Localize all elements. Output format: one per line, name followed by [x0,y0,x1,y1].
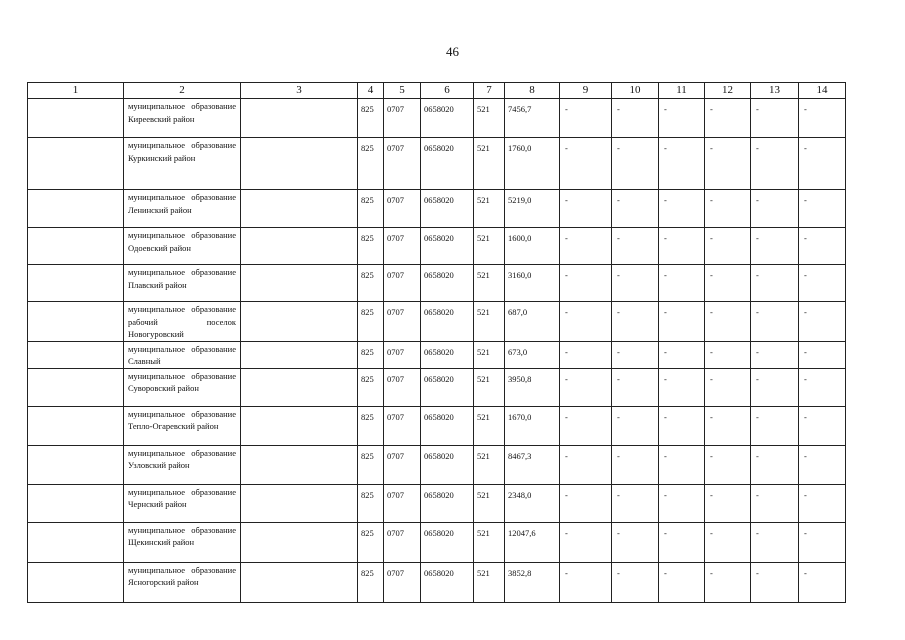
cell-c5: 0707 [384,302,421,342]
cell-c10: - [612,138,659,190]
cell-col1 [28,368,124,406]
cell-c8: 1600,0 [505,228,560,265]
column-header: 8 [505,83,560,99]
cell-c7: 521 [474,228,505,265]
cell-col3 [241,368,358,406]
cell-c6: 0658020 [421,302,474,342]
cell-c5: 0707 [384,406,421,445]
cell-c8: 673,0 [505,341,560,368]
cell-c13: - [751,228,799,265]
cell-col3 [241,265,358,302]
table-row [28,341,846,368]
cell-recipient-name: муниципальное образование Суворовский район [124,368,241,406]
cell-c5: 0707 [384,341,421,368]
cell-c10: - [612,406,659,445]
cell-c11: - [659,138,705,190]
cell-col3 [241,562,358,602]
cell-c7: 521 [474,99,505,138]
cell-c7: 521 [474,341,505,368]
cell-c10: - [612,265,659,302]
cell-col3 [241,228,358,265]
cell-c4: 825 [358,228,384,265]
cell-c12: - [705,265,751,302]
column-header: 3 [241,83,358,99]
cell-c7: 521 [474,368,505,406]
cell-c4: 825 [358,341,384,368]
cell-c6: 0658020 [421,265,474,302]
cell-c6: 0658020 [421,368,474,406]
table-row [28,562,846,602]
cell-col1 [28,302,124,342]
cell-c14: - [799,302,846,342]
cell-c5: 0707 [384,228,421,265]
cell-col1 [28,445,124,484]
cell-c4: 825 [358,522,384,562]
cell-c13: - [751,341,799,368]
cell-c10: - [612,368,659,406]
cell-c9: - [560,265,612,302]
table-row [28,99,846,138]
cell-c10: - [612,228,659,265]
cell-c10: - [612,99,659,138]
cell-c5: 0707 [384,562,421,602]
cell-c10: - [612,484,659,522]
cell-col1 [28,138,124,190]
cell-c7: 521 [474,138,505,190]
cell-recipient-name: муниципальное образование Славный [124,341,241,368]
cell-c7: 521 [474,445,505,484]
cell-c12: - [705,190,751,228]
cell-col1 [28,522,124,562]
cell-c13: - [751,99,799,138]
cell-c11: - [659,302,705,342]
page-number: 46 [446,44,459,59]
cell-c4: 825 [358,190,384,228]
column-header: 1 [28,83,124,99]
cell-c9: - [560,406,612,445]
cell-c11: - [659,265,705,302]
cell-c8: 1670,0 [505,406,560,445]
cell-c8: 1760,0 [505,138,560,190]
cell-col3 [241,341,358,368]
cell-col1 [28,99,124,138]
cell-c9: - [560,562,612,602]
cell-col1 [28,341,124,368]
cell-c9: - [560,368,612,406]
cell-c14: - [799,190,846,228]
cell-c14: - [799,368,846,406]
cell-c12: - [705,406,751,445]
cell-recipient-name: муниципальное образование Узловский район [124,445,241,484]
cell-c5: 0707 [384,445,421,484]
cell-c14: - [799,484,846,522]
cell-c13: - [751,522,799,562]
cell-recipient-name: муниципальное образование Тепло-Огаревский район [124,406,241,445]
cell-c6: 0658020 [421,99,474,138]
cell-c5: 0707 [384,138,421,190]
cell-c7: 521 [474,522,505,562]
cell-c8: 2348,0 [505,484,560,522]
cell-c12: - [705,341,751,368]
cell-c12: - [705,99,751,138]
cell-recipient-name: муниципальное образование Чернский район [124,484,241,522]
cell-c4: 825 [358,484,384,522]
cell-recipient-name: муниципальное образование Киреевский район [124,99,241,138]
cell-c8: 12047,6 [505,522,560,562]
cell-c12: - [705,522,751,562]
cell-c14: - [799,522,846,562]
cell-c4: 825 [358,99,384,138]
column-header: 7 [474,83,505,99]
cell-recipient-name: муниципальное образование Одоевский район [124,228,241,265]
header-row [28,83,846,99]
cell-c9: - [560,302,612,342]
cell-c7: 521 [474,265,505,302]
cell-col3 [241,522,358,562]
cell-c6: 0658020 [421,138,474,190]
cell-c14: - [799,562,846,602]
cell-c9: - [560,445,612,484]
column-header: 5 [384,83,421,99]
table-row [28,522,846,562]
cell-c14: - [799,265,846,302]
cell-col3 [241,445,358,484]
cell-c14: - [799,406,846,445]
cell-c4: 825 [358,406,384,445]
cell-c7: 521 [474,302,505,342]
column-header: 9 [560,83,612,99]
cell-c9: - [560,228,612,265]
cell-col3 [241,406,358,445]
column-header: 10 [612,83,659,99]
column-header: 4 [358,83,384,99]
cell-c5: 0707 [384,368,421,406]
cell-c11: - [659,99,705,138]
cell-c4: 825 [358,368,384,406]
cell-c12: - [705,302,751,342]
cell-col1 [28,562,124,602]
cell-c8: 3160,0 [505,265,560,302]
cell-c4: 825 [358,302,384,342]
cell-c14: - [799,99,846,138]
cell-c5: 0707 [384,99,421,138]
cell-c13: - [751,484,799,522]
cell-c13: - [751,368,799,406]
cell-c11: - [659,368,705,406]
cell-c14: - [799,341,846,368]
cell-col3 [241,138,358,190]
table-row [28,406,846,445]
cell-c11: - [659,562,705,602]
cell-c11: - [659,341,705,368]
cell-c11: - [659,522,705,562]
table-row [28,228,846,265]
cell-c8: 3950,8 [505,368,560,406]
cell-c5: 0707 [384,190,421,228]
cell-c12: - [705,138,751,190]
table-row [28,138,846,190]
cell-c6: 0658020 [421,445,474,484]
cell-c13: - [751,445,799,484]
cell-c14: - [799,138,846,190]
cell-c4: 825 [358,562,384,602]
table-row [28,484,846,522]
cell-c7: 521 [474,406,505,445]
cell-c12: - [705,484,751,522]
cell-c12: - [705,228,751,265]
cell-c8: 687,0 [505,302,560,342]
table-row [28,302,846,342]
cell-recipient-name: муниципальное образование Плавский район [124,265,241,302]
cell-c6: 0658020 [421,484,474,522]
cell-c4: 825 [358,265,384,302]
cell-c13: - [751,265,799,302]
cell-col1 [28,484,124,522]
column-header: 12 [705,83,751,99]
cell-c8: 8467,3 [505,445,560,484]
cell-c8: 7456,7 [505,99,560,138]
cell-col3 [241,484,358,522]
column-header: 6 [421,83,474,99]
cell-c10: - [612,445,659,484]
column-header: 13 [751,83,799,99]
cell-c10: - [612,522,659,562]
cell-c9: - [560,190,612,228]
cell-c14: - [799,445,846,484]
cell-recipient-name: муниципальное образование Щекинский район [124,522,241,562]
cell-recipient-name: муниципальное образование рабочий поселок Новогуровский [124,302,241,342]
cell-c7: 521 [474,190,505,228]
cell-c4: 825 [358,138,384,190]
cell-c9: - [560,522,612,562]
cell-c10: - [612,562,659,602]
table-row [28,445,846,484]
cell-col1 [28,228,124,265]
cell-c5: 0707 [384,265,421,302]
cell-c10: - [612,190,659,228]
cell-c6: 0658020 [421,406,474,445]
cell-c8: 3852,8 [505,562,560,602]
cell-c10: - [612,302,659,342]
cell-c13: - [751,562,799,602]
cell-c9: - [560,99,612,138]
cell-c5: 0707 [384,522,421,562]
cell-c11: - [659,445,705,484]
cell-c7: 521 [474,562,505,602]
cell-c6: 0658020 [421,562,474,602]
cell-c13: - [751,190,799,228]
cell-c6: 0658020 [421,228,474,265]
cell-c9: - [560,341,612,368]
cell-c6: 0658020 [421,190,474,228]
cell-recipient-name: муниципальное образование Куркинский район [124,138,241,190]
cell-recipient-name: муниципальное образование Ясногорский район [124,562,241,602]
column-header: 2 [124,83,241,99]
cell-c9: - [560,484,612,522]
cell-c8: 5219,0 [505,190,560,228]
cell-c12: - [705,368,751,406]
column-header: 14 [799,83,846,99]
cell-col3 [241,190,358,228]
cell-col1 [28,265,124,302]
cell-c11: - [659,228,705,265]
cell-c7: 521 [474,484,505,522]
cell-recipient-name: муниципальное образование Ленинский район [124,190,241,228]
cell-col1 [28,190,124,228]
table-row [28,190,846,228]
cell-c13: - [751,138,799,190]
cell-c12: - [705,445,751,484]
cell-c11: - [659,190,705,228]
cell-col3 [241,302,358,342]
cell-c5: 0707 [384,484,421,522]
cell-c10: - [612,341,659,368]
cell-col1 [28,406,124,445]
cell-c6: 0658020 [421,522,474,562]
table-row [28,368,846,406]
column-header: 11 [659,83,705,99]
cell-c13: - [751,302,799,342]
cell-c12: - [705,562,751,602]
cell-c11: - [659,484,705,522]
cell-c9: - [560,138,612,190]
table-row [28,265,846,302]
cell-c13: - [751,406,799,445]
cell-c4: 825 [358,445,384,484]
cell-c11: - [659,406,705,445]
cell-col3 [241,99,358,138]
budget-table [27,82,846,603]
cell-c6: 0658020 [421,341,474,368]
cell-c14: - [799,228,846,265]
